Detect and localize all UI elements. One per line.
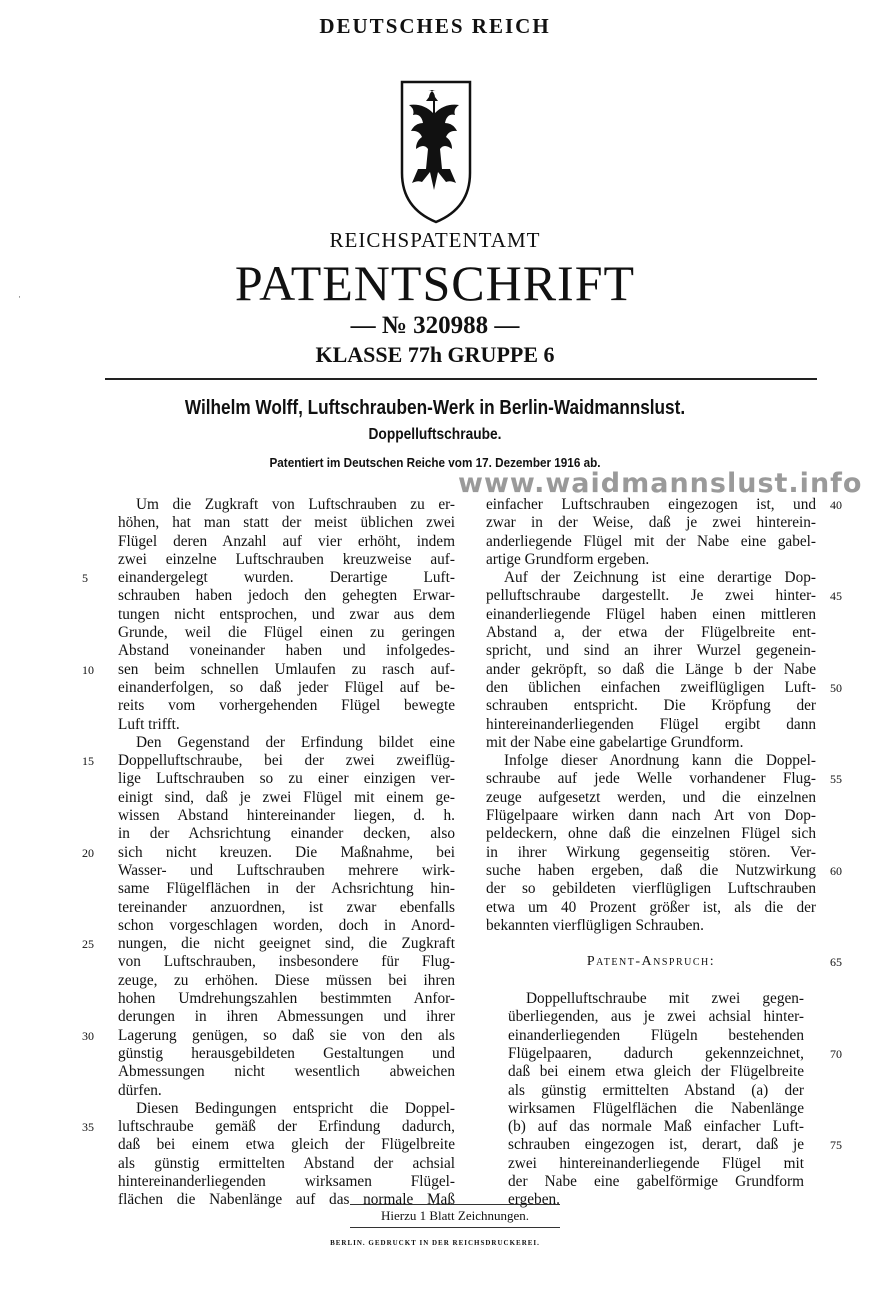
text-line xyxy=(118,642,455,660)
text-line xyxy=(82,752,455,770)
office-heading: REICHSPATENTAMT xyxy=(329,228,541,252)
line-text: reits vom vorhergehenden Flügel bewegte xyxy=(118,697,455,715)
text-line xyxy=(486,678,842,697)
text-line xyxy=(118,862,455,880)
text-line xyxy=(82,843,455,862)
line-text xyxy=(486,972,816,990)
text-line xyxy=(118,697,455,715)
text-line xyxy=(486,972,816,990)
line-text: zeuge aufgesetzt werden, und die einzelnen xyxy=(486,788,816,806)
line-text: suche haben ergeben, daß die Nutzwirkung xyxy=(486,861,816,879)
text-line xyxy=(486,587,842,605)
text-line xyxy=(118,587,455,605)
line-text: sich nicht kreuzen. Die Maßnahme, bei xyxy=(118,843,455,861)
line-number: 40 xyxy=(830,498,842,512)
line-text: überliegenden, aus je zwei achsial hinter- xyxy=(508,1008,804,1026)
line-text: schraube auf jede Welle vorhandener Flug- xyxy=(486,770,816,788)
text-line xyxy=(118,514,455,532)
text-line xyxy=(486,899,816,917)
text-line xyxy=(486,770,842,788)
text-line xyxy=(486,1136,842,1154)
text-line xyxy=(118,1173,455,1191)
line-number: 60 xyxy=(830,863,842,878)
document-type: PATENTSCHRIFT xyxy=(234,255,636,311)
line-text: flächen die Nabenlänge auf das normale Maß xyxy=(118,1191,455,1209)
line-text: Doppelluftschraube, bei der zwei zweiflüg- xyxy=(118,752,455,770)
line-text: peldeckern, ohne daß die einzelnen Flügel sich xyxy=(486,825,816,843)
line-text: Flügelpaaren, dadurch gekennzeichnet, xyxy=(508,1044,804,1062)
text-line xyxy=(118,533,455,551)
text-line xyxy=(486,716,816,734)
line-text: der so gebildeten vierflügligen Luftschrauben xyxy=(486,880,816,898)
line-text: höhen, hat man statt der meist üblichen zwei xyxy=(118,514,455,532)
text-line xyxy=(486,844,816,862)
line-text: schrauben entspricht. Die Kröpfung der xyxy=(486,697,816,715)
text-line xyxy=(486,1173,816,1191)
text-line xyxy=(486,825,816,843)
text-line xyxy=(486,533,816,551)
text-line xyxy=(486,1082,816,1100)
line-text: Grunde, weil die Flügel einen zu geringen xyxy=(118,624,455,642)
text-line xyxy=(82,935,455,953)
text-line xyxy=(486,917,816,935)
line-number: 20 xyxy=(82,845,94,860)
line-text: Infolge dieser Anordnung kann die Doppel- xyxy=(504,752,816,770)
line-text: daß bei einem etwa gleich der Flügelbreite xyxy=(118,1136,455,1154)
line-text: ander gekröpft, so daß die Länge b der Nabe xyxy=(486,660,816,678)
line-text: nungen, die nicht geeignet sind, die Zugkraft xyxy=(118,935,455,953)
line-text: wirksamen Flügelflächen die Nabenlänge xyxy=(508,1099,804,1117)
author-line: Wilhelm Wolff, Luftschrauben-Werk in Berlin-Waidmannslust. xyxy=(184,397,686,419)
text-line xyxy=(118,789,455,807)
patent-date-line: Patentiert im Deutschen Reiche vom 17. Dezember 1916 ab. xyxy=(269,455,601,470)
line-number: 55 xyxy=(830,772,842,787)
line-text: Diesen Bedingungen entspricht die Doppel- xyxy=(136,1099,455,1117)
line-text: einandergelegt wurden. Derartige Luft- xyxy=(118,569,455,587)
line-text: ergeben. xyxy=(508,1191,560,1209)
line-number: 25 xyxy=(82,937,94,952)
line-text: Luft trifft. xyxy=(118,715,180,733)
country-heading: DEUTSCHES REICH xyxy=(319,14,551,38)
line-text: in der Achsrichtung einander decken, also xyxy=(118,825,455,843)
line-text: luftschraube gemäß der Erfindung dadurch, xyxy=(118,1118,455,1136)
line-text: Wasser- und Luftschrauben mehrere wirk- xyxy=(118,861,455,879)
text-line xyxy=(118,917,455,935)
line-text: den üblichen einfachen zweiflügligen Luft- xyxy=(486,678,816,696)
right-column xyxy=(486,496,842,1210)
line-text: zwar in der Weise, daß je zwei hinterein- xyxy=(486,514,816,532)
text-line xyxy=(486,734,816,752)
line-text: spricht, und sind an ihrer Wurzel gegenein- xyxy=(486,642,816,660)
line-text: artige Grundform ergeben. xyxy=(486,550,650,568)
text-line xyxy=(118,899,455,917)
line-number: 10 xyxy=(82,662,94,677)
text-line xyxy=(486,1027,816,1045)
text-line xyxy=(118,606,455,624)
line-text: anderliegende Flügel mit der Nabe eine gabel- xyxy=(486,532,816,550)
line-text: wissen Abstand hintereinander liegen, d. h. xyxy=(118,807,455,825)
text-line xyxy=(82,660,455,679)
line-text: in ihrer Wirkung gegenseitig stören. Ver- xyxy=(486,843,816,861)
line-text: einigt sind, daß je zwei Flügel mit einem ge- xyxy=(118,788,455,806)
line-text: zeuge, zu erhöhen. Diese müssen bei ihren xyxy=(118,971,455,989)
text-line xyxy=(486,661,816,679)
line-number: 30 xyxy=(82,1028,94,1043)
line-text: daß bei einem etwa gleich der Flügelbreite xyxy=(508,1063,804,1081)
line-text: mit der Nabe eine gabelartige Grundform. xyxy=(486,733,744,751)
text-line xyxy=(486,551,816,569)
text-line xyxy=(486,752,816,770)
text-line xyxy=(118,770,455,788)
text-line xyxy=(486,496,842,514)
line-text: tereinander anzuordnen, ist zwar ebenfalls xyxy=(118,898,455,916)
line-text: Lagerung genügen, so daß sie von den als xyxy=(118,1026,455,1044)
line-number: 75 xyxy=(830,1138,842,1153)
text-line xyxy=(118,953,455,971)
text-line xyxy=(118,880,455,898)
line-number: 15 xyxy=(82,754,94,769)
text-line xyxy=(118,990,455,1008)
line-text: bekannten vierflügligen Schrauben. xyxy=(486,916,704,934)
claim-heading xyxy=(486,953,842,971)
text-line xyxy=(118,1136,455,1154)
line-text: schrauben haben jedoch den gehegten Erwar- xyxy=(118,587,455,605)
line-text: sen beim schnellen Umlaufen zu rasch auf- xyxy=(118,660,455,678)
text-line xyxy=(82,1118,455,1136)
text-line xyxy=(486,642,816,660)
line-text: Den Gegenstand der Erfindung bildet eine xyxy=(136,733,455,751)
line-text: schon vorgeschlagen worden, doch in Anord- xyxy=(118,916,455,934)
line-text: hintereinanderliegenden wirksamen Flügel- xyxy=(118,1172,455,1190)
line-text: Patent-Anspruch: xyxy=(586,954,716,970)
line-text: schrauben eingezogen ist, derart, daß je xyxy=(508,1136,804,1154)
line-text: Auf der Zeichnung ist eine derartige Dop- xyxy=(504,569,816,587)
text-line xyxy=(118,1045,455,1063)
line-text: Abstand a, der etwa der Flügelbreite ent- xyxy=(486,624,816,642)
text-line xyxy=(118,1155,455,1173)
text-line xyxy=(486,880,816,898)
text-line xyxy=(486,624,816,642)
text-line xyxy=(486,569,816,587)
header-divider xyxy=(105,378,817,380)
text-line xyxy=(486,1008,816,1026)
text-line xyxy=(118,551,455,569)
drawings-note: Hierzu 1 Blatt Zeichnungen. xyxy=(350,1204,560,1228)
eagle-shield-icon xyxy=(398,78,474,224)
text-line xyxy=(118,496,455,514)
line-text: tungen nicht entsprochen, und zwar aus dem xyxy=(118,605,455,623)
text-line xyxy=(486,1155,816,1173)
text-line xyxy=(118,972,455,990)
patent-title: Doppelluftschraube. xyxy=(368,426,502,443)
line-text: (b) auf das normale Maß einfacher Luft- xyxy=(508,1118,804,1136)
line-text xyxy=(486,935,816,953)
line-text: einanderliegenden Flügeln bestehenden xyxy=(508,1026,804,1044)
text-line xyxy=(486,1063,816,1081)
line-text: Flügel deren Anzahl auf vier erhöht, indem xyxy=(118,532,455,550)
text-line xyxy=(118,825,455,843)
text-line xyxy=(118,624,455,642)
printer-imprint: BERLIN. GEDRUCKT IN DER REICHSDRUCKEREI. xyxy=(330,1239,540,1247)
line-text: als günstig ermittelten Abstand (a) der xyxy=(508,1081,804,1099)
line-text: etwa um 40 Prozent größer ist, als die der xyxy=(486,898,816,916)
line-text: der Nabe eine gabelförmige Grundform xyxy=(508,1172,804,1190)
line-text: Abstand voneinander haben und infolgedes- xyxy=(118,642,455,660)
line-text: Abmessungen nicht wesentlich abweichen xyxy=(118,1063,455,1081)
line-text: Flügelpaare wirken dann nach Art von Dop- xyxy=(486,807,816,825)
line-text: hohen Umdrehungszahlen bestimmten Anfor- xyxy=(118,990,455,1008)
patent-class: KLASSE 77h GRUPPE 6 xyxy=(315,342,555,367)
line-text: einanderfolgen, so daß jeder Flügel auf be- xyxy=(118,678,455,696)
line-number: 35 xyxy=(82,1120,94,1135)
line-text: günstig herausgebildeten Gestaltungen und xyxy=(118,1044,455,1062)
text-line xyxy=(82,1026,455,1045)
text-line xyxy=(486,990,816,1008)
line-text: einfacher Luftschrauben eingezogen ist, und xyxy=(486,496,816,513)
text-line xyxy=(118,679,455,697)
line-text: derungen in ihren Abmessungen und ihrer xyxy=(118,1008,455,1026)
watermark: www.waidmannslust.info xyxy=(458,468,863,499)
line-text: zwei einzelne Luftschrauben kreuzweise auf- xyxy=(118,550,455,568)
line-text: lige Luftschrauben so zu einer einzigen ver- xyxy=(118,770,455,788)
line-number: 45 xyxy=(830,589,842,604)
line-text: pelluftschraube dargestellt. Je zwei hinter- xyxy=(486,587,816,605)
text-line xyxy=(486,807,816,825)
text-line xyxy=(118,1063,455,1081)
text-line xyxy=(486,935,816,953)
line-text: von Luftschrauben, insbesondere für Flug- xyxy=(118,953,455,971)
line-text: als günstig ermittelten Abstand der achsial xyxy=(118,1154,455,1172)
text-line xyxy=(118,734,455,752)
line-text: Doppelluftschraube mit zwei gegen- xyxy=(526,990,804,1008)
line-text: Um die Zugkraft von Luftschrauben zu er- xyxy=(136,496,455,513)
text-line xyxy=(486,606,816,624)
text-line xyxy=(118,1100,455,1118)
text-line xyxy=(486,1100,816,1118)
text-line xyxy=(486,1118,816,1136)
text-line xyxy=(118,807,455,825)
text-line xyxy=(486,514,816,532)
margin-mark: · xyxy=(18,292,21,302)
text-line xyxy=(486,1044,842,1063)
line-text: dürfen. xyxy=(118,1081,162,1099)
text-line xyxy=(486,861,842,880)
patent-number: — № 320988 — xyxy=(350,312,520,339)
line-number: 65 xyxy=(830,955,842,970)
line-text: zwei hintereinanderliegende Flügel mit xyxy=(508,1154,804,1172)
text-line xyxy=(118,1082,455,1100)
line-text: hintereinanderliegenden Flügel ergibt dann xyxy=(486,715,816,733)
text-line xyxy=(486,697,816,715)
line-text: same Flügelflächen in der Achsrichtung hin- xyxy=(118,880,455,898)
text-line xyxy=(486,789,816,807)
line-text: einanderliegende Flügel haben einen mittleren xyxy=(486,605,816,623)
left-column xyxy=(82,496,455,1210)
line-number: 50 xyxy=(830,680,842,695)
text-line xyxy=(118,1008,455,1026)
text-line xyxy=(118,716,455,734)
line-number: 70 xyxy=(830,1046,842,1061)
line-number: 5 xyxy=(82,571,88,586)
text-line xyxy=(82,569,455,587)
